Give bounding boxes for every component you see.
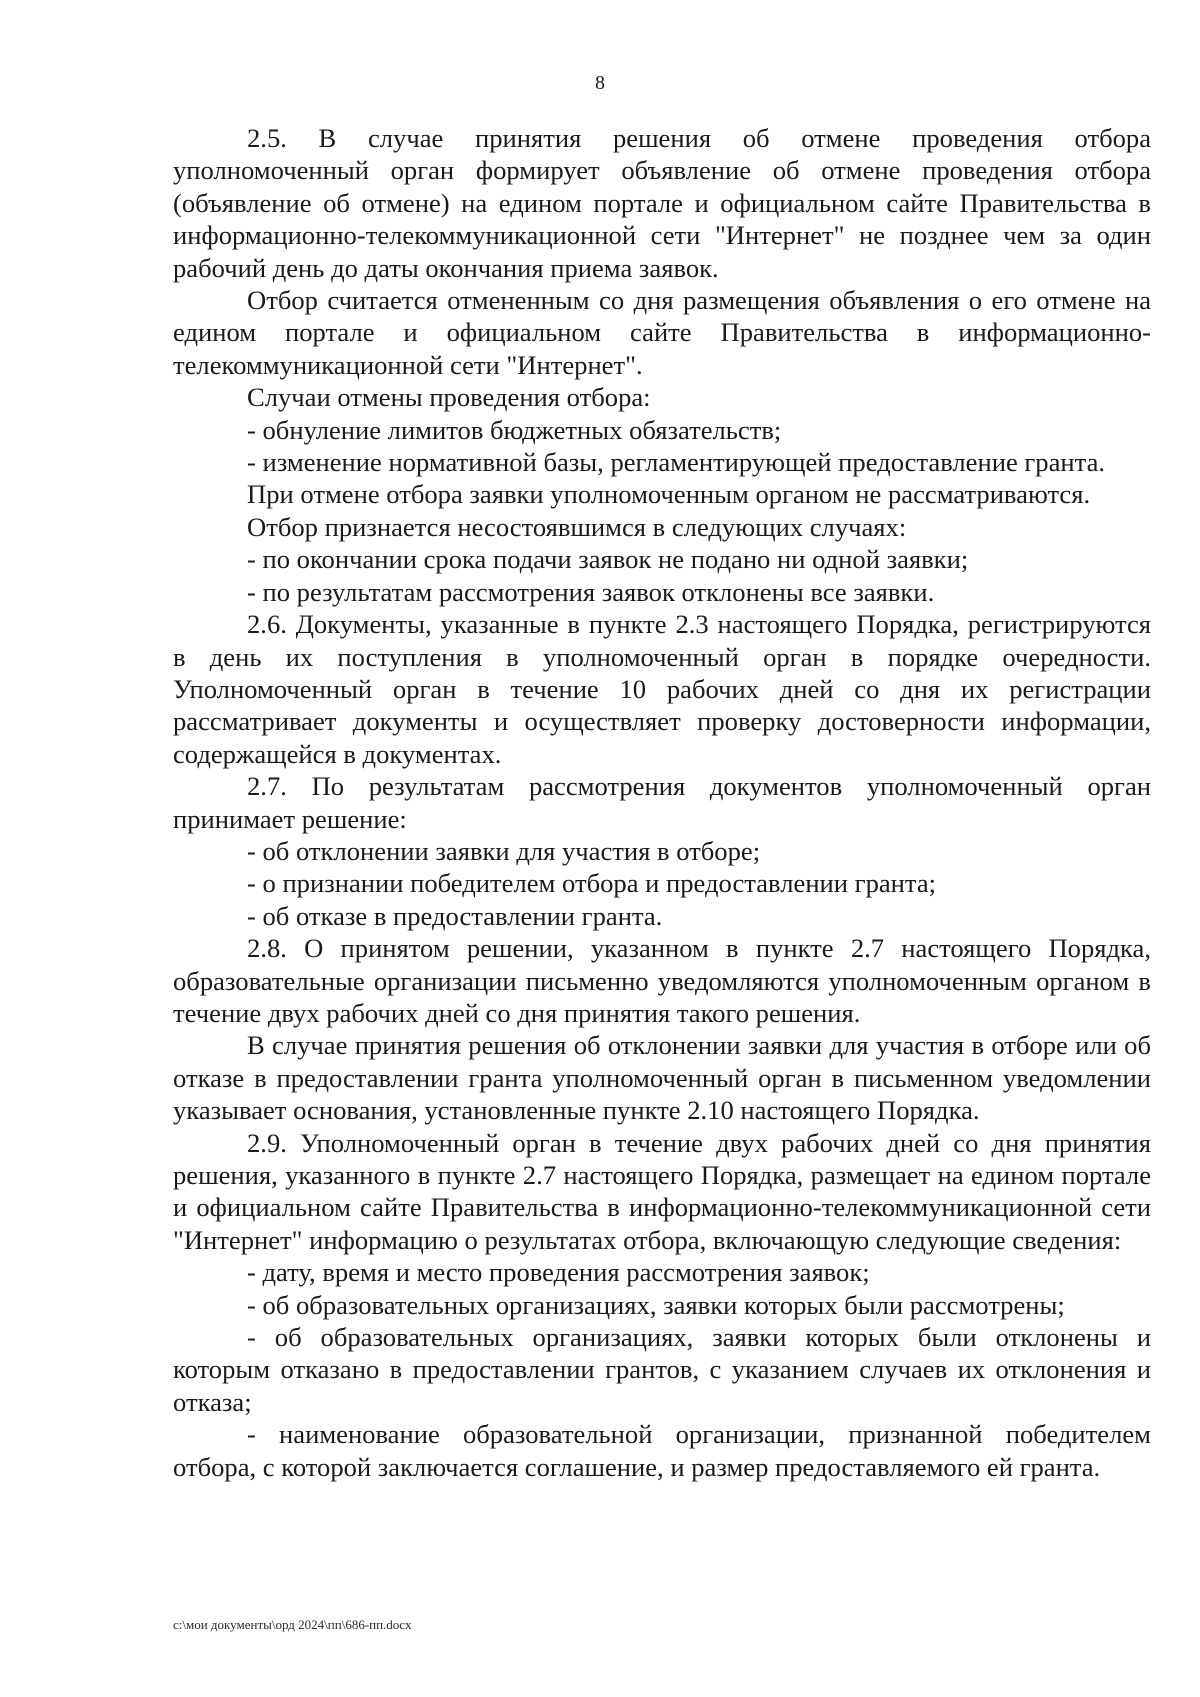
list-item: - об образовательных организациях, заявки которых были рассмотрены; bbox=[247, 1289, 1065, 1320]
paragraph-cancel-effective: Отбор считается отмененным со дня размещения объявления о его отмене на едином портале и официальном сайте Правительства в информационно-телекоммуникационной сети "Интернет". bbox=[173, 285, 1151, 380]
paragraph-2-9: 2.9. Уполномоченный орган в течение двух рабочих дней со дня принятия решения, указанного в пункте 2.7 настоящего Порядка, размещает на едином портале и официальном сайте Правительства в информационно-телекоммуникационной сети "Интернет" информацию о результатах отбора, включающую следующие сведения: bbox=[173, 1127, 1151, 1255]
list-item: - изменение нормативной базы, регламентирующей предоставление гранта. bbox=[247, 447, 1106, 478]
paragraph-failed-heading: Отбор признается несостоявшимся в следующих случаях: bbox=[247, 511, 907, 542]
list-item: - о признании победителем отбора и предоставлении гранта; bbox=[247, 868, 937, 899]
paragraph-2-5: 2.5. В случае принятия решения об отмене проведения отбора уполномоченный орган формирует объявление об отмене проведения отбора (объявление об отмене) на едином портале и официальном сайте Правительства в информационно-телекоммуникационной сети "Интернет" не позднее чем за один рабочий день до даты окончания приема заявок. bbox=[173, 123, 1151, 283]
list-item: - наименование образовательной организации, признанной победителем отбора, с которой заключается соглашение, и размер предоставляемого ей гранта. bbox=[173, 1419, 1151, 1482]
list-item: - по окончании срока подачи заявок не подано ни одной заявки; bbox=[247, 544, 969, 575]
list-item: - об образовательных организациях, заявки которых были отклонены и которым отказано в предоставлении грантов, с указанием случаев их отклонения и отказа; bbox=[173, 1322, 1151, 1417]
paragraph-cancel-note: При отмене отбора заявки уполномоченным органом не рассматриваются. bbox=[247, 479, 1091, 510]
list-item: - дату, время и место проведения рассмотрения заявок; bbox=[247, 1257, 870, 1288]
paragraph-2-6: 2.6. Документы, указанные в пункте 2.3 настоящего Порядка, регистрируются в день их поступления в уполномоченный орган в порядке очередности. Уполномоченный орган в течение 10 рабочих дней со дня их регистрации рассматривает документы и осуществляет проверку достоверности информации, содержащейся в документах. bbox=[173, 609, 1151, 769]
list-item: - об отказе в предоставлении гранта. bbox=[247, 900, 663, 931]
document-body bbox=[173, 122, 1151, 1483]
list-item: - об отклонении заявки для участия в отборе; bbox=[247, 835, 761, 866]
paragraph-cancel-cases-heading: Случаи отмены проведения отбора: bbox=[247, 382, 651, 413]
list-item: - по результатам рассмотрения заявок отклонены все заявки. bbox=[247, 576, 935, 607]
footer-file-path: c:\мои документы\орд 2024\пп\686-пп.docx bbox=[173, 1617, 412, 1632]
paragraph-rejection-notice: В случае принятия решения об отклонении заявки для участия в отборе или об отказе в предоставлении гранта уполномоченный орган в письменном уведомлении указывает основания, установленные пункте 2.10 настоящего Порядка. bbox=[173, 1030, 1151, 1126]
page-number: 8 bbox=[595, 72, 605, 94]
paragraph-2-7: 2.7. По результатам рассмотрения документов уполномоченный орган принимает решение: bbox=[173, 771, 1151, 834]
paragraph-2-8: 2.8. О принятом решении, указанном в пункте 2.7 настоящего Порядка, образовательные организации письменно уведомляются уполномоченным органом в течение двух рабочих дней со дня принятия такого решения. bbox=[173, 933, 1151, 1028]
list-item: - обнуление лимитов бюджетных обязательств; bbox=[247, 414, 782, 445]
